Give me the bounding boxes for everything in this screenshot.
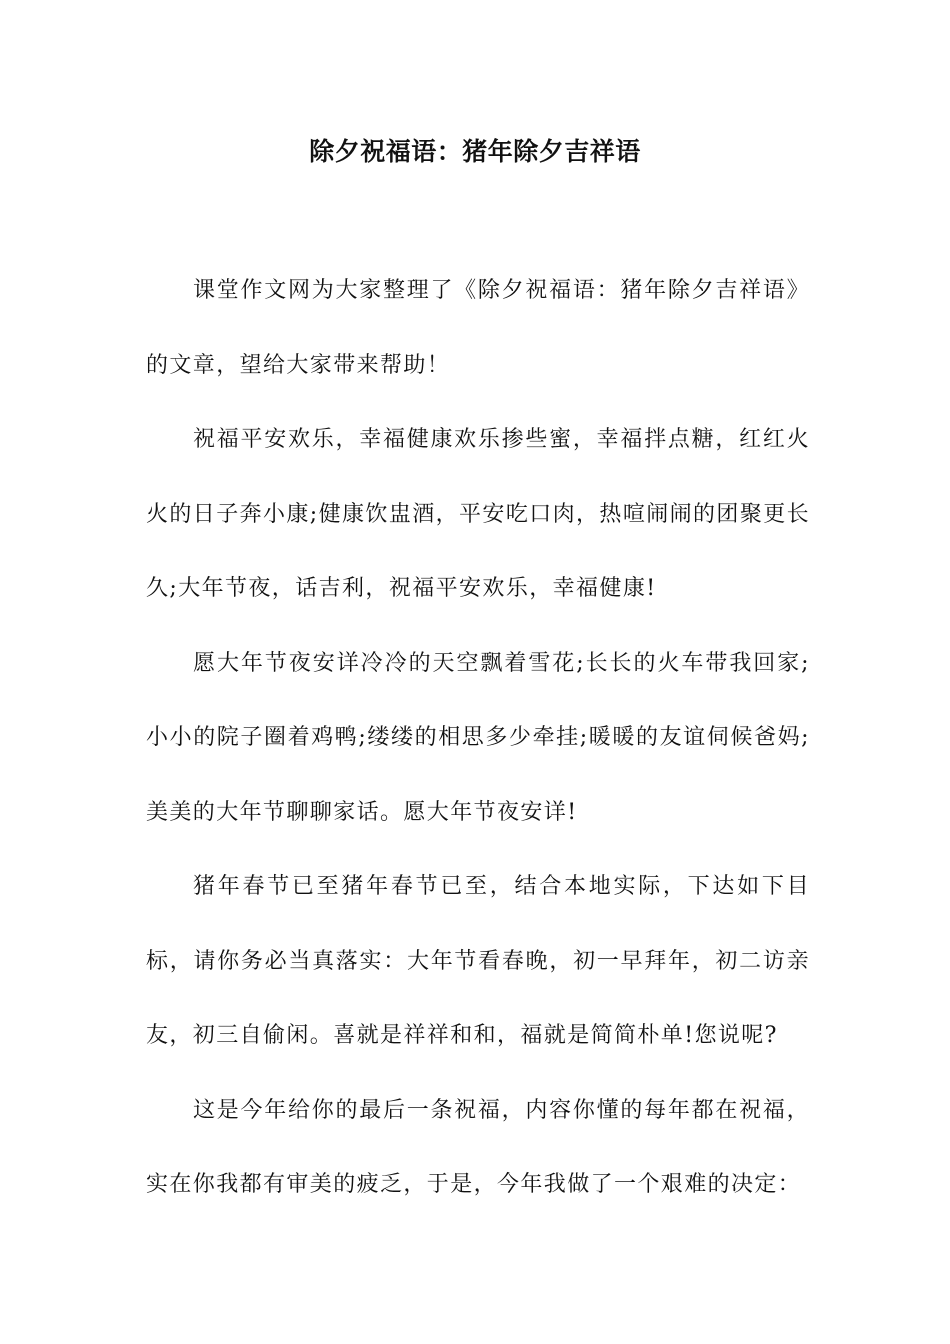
page-title: 除夕祝福语：猪年除夕吉祥语 xyxy=(309,137,641,166)
paragraph-last-blessing: 这是今年给你的最后一条祝福，内容你懂的每年都在祝福，实在你我都有审美的疲乏，于是，今年我做了一个艰难的决定： xyxy=(146,1097,810,1197)
document-body xyxy=(146,254,810,1223)
paragraph-blessing-peace: 祝福平安欢乐，幸福健康欢乐掺些蜜，幸福拌点糖，红红火火的日子奔小康;健康饮盅酒，平安吃口肉，热喧闹闹的团聚更长久;大年节夜，话吉利，祝福平安欢乐，幸福健康! xyxy=(146,427,811,601)
paragraph-blessing-night: 愿大年节夜安详冷冷的天空飘着雪花;长长的火车带我回家;小小的院子圈着鸡鸭;缕缕的相思多少牵挂;暖暖的友谊伺候爸妈;美美的大年节聊聊家话。愿大年节夜安详! xyxy=(146,650,810,825)
paragraph-spring-festival: 猪年春节已至猪年春节已至，结合本地实际，下达如下目标，请你务必当真落实：大年节看春晚，初一早拜年，初二访亲友，初三自偷闲。喜就是祥祥和和，福就是简简朴单!您说呢? xyxy=(146,874,810,1048)
paragraph-intro: 课堂作文网为大家整理了《除夕祝福语：猪年除夕吉祥语》的文章，望给大家带来帮助！ xyxy=(146,278,810,378)
